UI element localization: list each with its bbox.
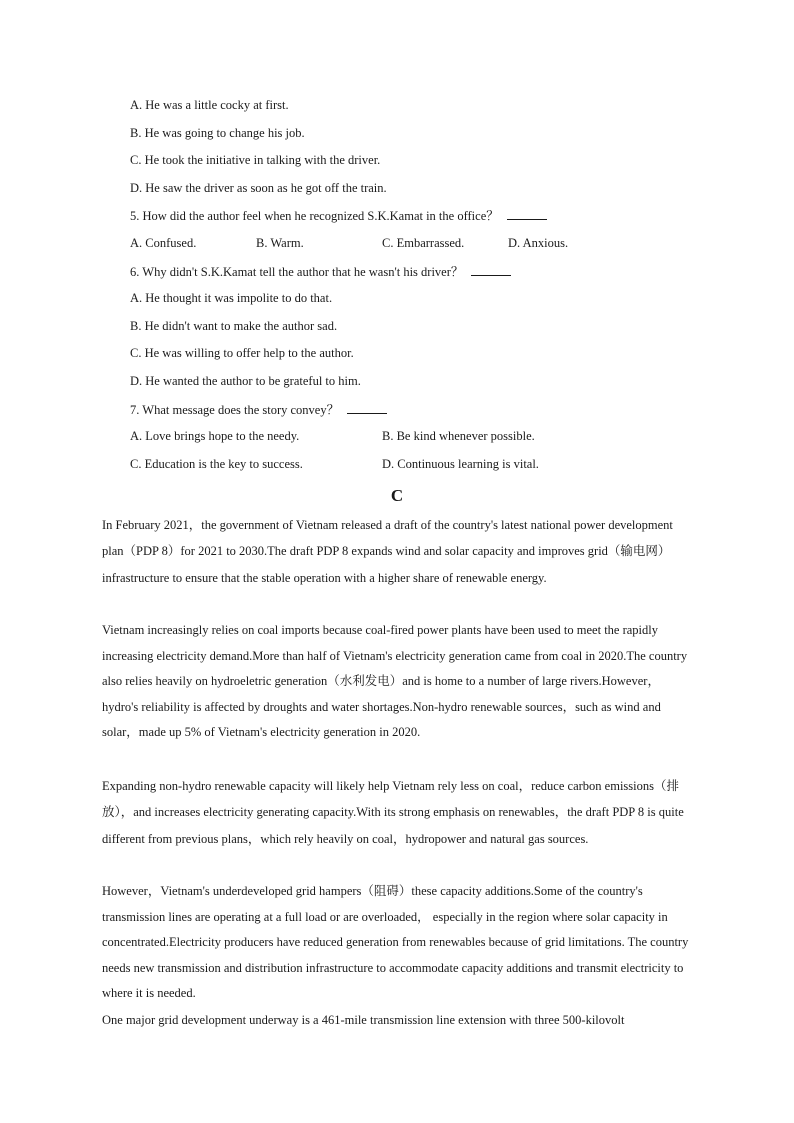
q6-option-c: C. He was willing to offer help to the author. (130, 346, 354, 360)
q4-option-d: D. He saw the driver as soon as he got off the train. (130, 181, 387, 195)
q7-stem-text: 7. What message does the story convey？ (130, 403, 340, 417)
passage-paragraph-4-text: However，Vietnam's underdeveloped grid hampers（阻碍）these capacity additions.Some of the country's transmission lines are operating at a full load or are overloaded， especially in the region where solar capacity in concentrated.Electricity producers have reduced generation from renewables because of grid limitations. The country needs new transmission and distribution infrastructure to accommodate capacity additions and transmit electricity to where it is needed. (102, 884, 689, 1001)
q5-option-a: A. Confused. (130, 236, 197, 250)
passage-paragraph-1-text: In February 2021，the government of Vietnam released a draft of the country's latest national power development plan（PDP 8）for 2021 to 2030.The draft PDP 8 expands wind and solar capacity and improves grid（输电网）infrastructure to ensure that the stable operation with a higher share of renewable energy. (102, 518, 673, 585)
q5-answer-blank (507, 209, 547, 220)
q7-stem (130, 403, 387, 417)
q6-stem (130, 265, 511, 279)
passage-paragraph-3 (102, 773, 694, 852)
passage-paragraph-1 (102, 512, 694, 591)
passage-paragraph-4 (102, 879, 694, 1007)
passage-paragraph-2-text: Vietnam increasingly relies on coal imports because coal-fired power plants have been used to meet the rapidly increasing electricity demand.More than half of Vietnam's electricity generation came from coal in 2020.The country also relies heavily on hydroeletric generation（水利发电）and is home to a number of large rivers.However，hydro's reliability is affected by droughts and water shortages.Non-hydro renewable sources，such as wind and solar，made up 5% of Vietnam's electricity generation in 2020. (102, 623, 688, 739)
q6-option-a: A. He thought it was impolite to do that. (130, 291, 333, 305)
q5-stem-text: 5. How did the author feel when he recognized S.K.Kamat in the office？ (130, 209, 499, 223)
q7-option-a: A. Love brings hope to the needy. (130, 429, 300, 443)
q4-option-a: A. He was a little cocky at first. (130, 98, 289, 112)
q7-answer-blank (347, 403, 387, 414)
passage-paragraph-3-text: Expanding non-hydro renewable capacity will likely help Vietnam rely less on coal，reduce carbon emissions（排放），and increases electricity generating capacity.With its strong emphasis on renewables，the draft PDP 8 is quite different from previous plans，which rely heavily on coal，hydropower and natural gas sources. (102, 779, 684, 846)
passage-paragraph-2 (102, 618, 694, 746)
q5-stem (130, 209, 547, 223)
q6-option-b: B. He didn't want to make the author sad. (130, 319, 338, 333)
q6-option-d: D. He wanted the author to be grateful to him. (130, 374, 361, 388)
q7-option-b: B. Be kind whenever possible. (382, 429, 535, 443)
q7-option-d: D. Continuous learning is vital. (382, 457, 539, 471)
q6-stem-text: 6. Why didn't S.K.Kamat tell the author that he wasn't his driver？ (130, 265, 464, 279)
section-title: C (390, 486, 404, 505)
q6-answer-blank (471, 265, 511, 276)
q5-option-c: C. Embarrassed. (382, 236, 465, 250)
passage-paragraph-5 (102, 1007, 694, 1033)
passage-paragraph-5-text: One major grid development underway is a 461-mile transmission line extension with three 500-kilovolt (102, 1013, 625, 1027)
q4-option-c: C. He took the initiative in talking with the driver. (130, 153, 381, 167)
q4-option-b: B. He was going to change his job. (130, 126, 305, 140)
q5-option-b: B. Warm. (256, 236, 304, 250)
q5-option-d: D. Anxious. (508, 236, 569, 250)
q7-option-c: C. Education is the key to success. (130, 457, 303, 471)
